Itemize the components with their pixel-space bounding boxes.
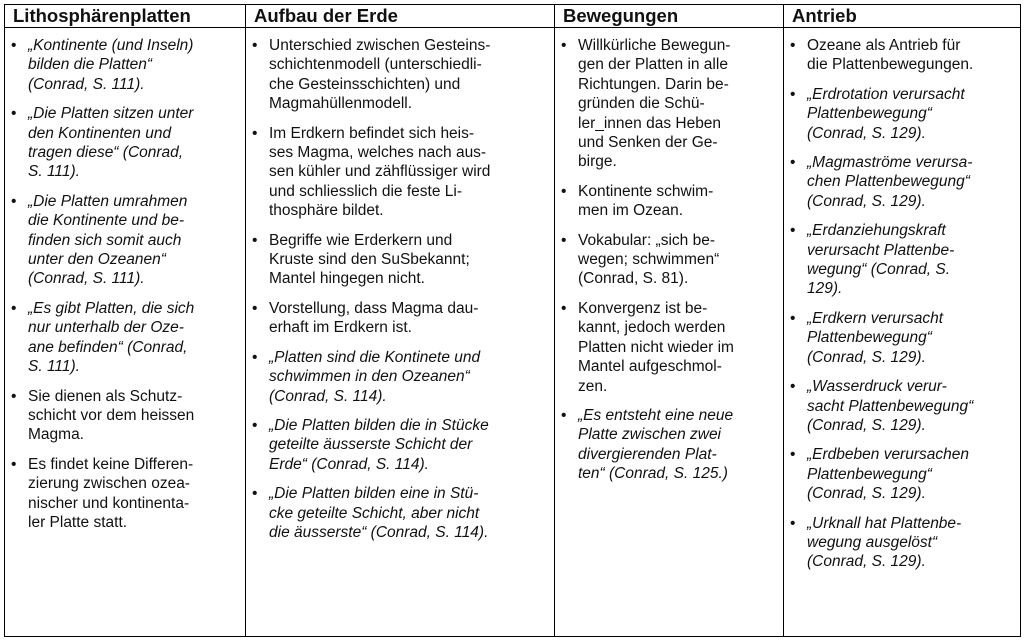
list-item [11,192,239,289]
list-item [252,348,548,406]
list-item [790,514,1014,572]
list-item [252,36,548,114]
list-item [252,484,548,542]
list-item [561,182,777,221]
list-item-text: Konvergenz ist be- kannt, jedoch werden Platten nicht wieder im Mantel aufgeschmol- zen. [578,299,734,395]
bullet-list [790,36,1014,572]
list-item-text: „Urknall hat Plattenbe- wegung ausgelöst“ (Conrad, S. 129). [807,514,962,571]
list-item-text: „Die Platten umrahmen die Kontinente und be- finden sich somit auch unter den Ozeanen“ (Conrad, S. 111). [28,192,188,288]
column-header-aufbau-der-erde: Aufbau der Erde [246,5,555,28]
list-item-text: „Platten sind die Kontinete und schwimmen in den Ozeanen“ (Conrad, S. 114). [269,348,481,405]
list-item-text: „Magmaströme verursa- chen Plattenbewegung“ (Conrad, S. 129). [807,154,973,210]
list-item [561,36,777,172]
list-item-text: Vorstellung, dass Magma dau- erhaft im Erdkern ist. [269,299,479,337]
list-item-text: Sie dienen als Schutz- schicht vor dem heissen Magma. [28,387,195,444]
list-item-text: „Kontinente (und Inseln) bilden die Platten“ (Conrad, S. 111). [28,37,194,93]
list-item-text: „Erdbeben verursachen Plattenbewegung“ (Conrad, S. 129). [807,446,969,503]
column-header-bewegungen: Bewegungen [555,5,784,28]
column-cell [5,28,246,637]
list-item [790,377,1014,435]
bullet-list [252,36,548,542]
list-item [252,416,548,474]
list-item [252,299,548,338]
list-item [11,104,239,182]
list-item [790,36,1014,75]
list-item-text: „Erdanziehungskraft verursacht Plattenbe- wegung“ (Conrad, S. 129). [807,222,955,298]
list-item-text: „Die Platten bilden eine in Stü- cke geteilte Schicht, aber nicht die äusserste“ (Conrad, S. 114). [269,485,489,541]
list-item [790,221,1014,299]
bullet-list [11,36,239,532]
bullet-list [561,36,777,484]
list-item [790,445,1014,503]
list-item-text: Vokabular: „sich be- wegen; schwimmen“ (Conrad, S. 81). [578,231,720,288]
list-item-text: Unterschied zwischen Gesteins- schichtenmodell (unterschiedli- che Gesteinsschichten) und Magmahüllenmodell. [269,37,491,113]
list-item-text: „Wasserdruck verur- sacht Plattenbewegung“ (Conrad, S. 129). [807,378,974,434]
list-item [11,36,239,94]
list-item-text: Es findet keine Differen- zierung zwischen ozea- nischer und kontinenta- ler Platte statt. [28,455,194,531]
content-row [5,28,1021,637]
list-item-text: Kontinente schwim- men im Ozean. [578,182,714,220]
list-item [252,231,548,289]
header-row [5,5,1021,28]
column-cell [555,28,784,637]
list-item-text: Begriffe wie Erderkern und Kruste sind den SuSbekannt; Mantel hingegen nicht. [269,231,470,288]
list-item [790,153,1014,211]
list-item [11,387,239,445]
list-item [561,406,777,484]
column-header-antrieb: Antrieb [784,5,1021,28]
column-cell [246,28,555,637]
list-item-text: „Die Platten bilden die in Stücke geteilte äusserste Schicht der Erde“ (Conrad, S. 114). [269,416,489,473]
list-item-text: „Erdkern verursacht Plattenbewegung“ (Conrad, S. 129). [807,309,944,366]
list-item [11,455,239,533]
list-item [790,85,1014,143]
list-item [561,299,777,396]
conceptions-table [4,4,1021,637]
list-item-text: „Es entsteht eine neue Platte zwischen zwei divergierenden Plat- ten“ (Conrad, S. 125.) [578,406,734,483]
column-header-lithosphaerenplatten: Lithosphärenplatten [5,5,246,28]
list-item-text: „Es gibt Platten, die sich nur unterhalb der Oze- ane befinden“ (Conrad, S. 111). [28,299,195,376]
list-item [561,231,777,289]
list-item-text: Willkürliche Bewegun- gen der Platten in alle Richtungen. Darin be- gründen die Schü- ler_innen das Heben und Senken der Ge- birge. [578,37,731,171]
list-item [790,309,1014,367]
list-item-text: Im Erdkern befindet sich heis- ses Magma, welches nach aus- sen kühler und zähflüssiger wird und schliesslich die feste Li- thosphäre bildet. [269,124,491,220]
list-item-text: „Die Platten sitzen unter den Kontinenten und tragen diese“ (Conrad, S. 111). [28,105,194,181]
list-item [252,124,548,221]
list-item [11,299,239,377]
list-item-text: „Erdrotation verursacht Plattenbewegung“ (Conrad, S. 129). [807,85,965,142]
column-cell [784,28,1021,637]
list-item-text: Ozeane als Antrieb für die Plattenbewegungen. [807,37,974,74]
